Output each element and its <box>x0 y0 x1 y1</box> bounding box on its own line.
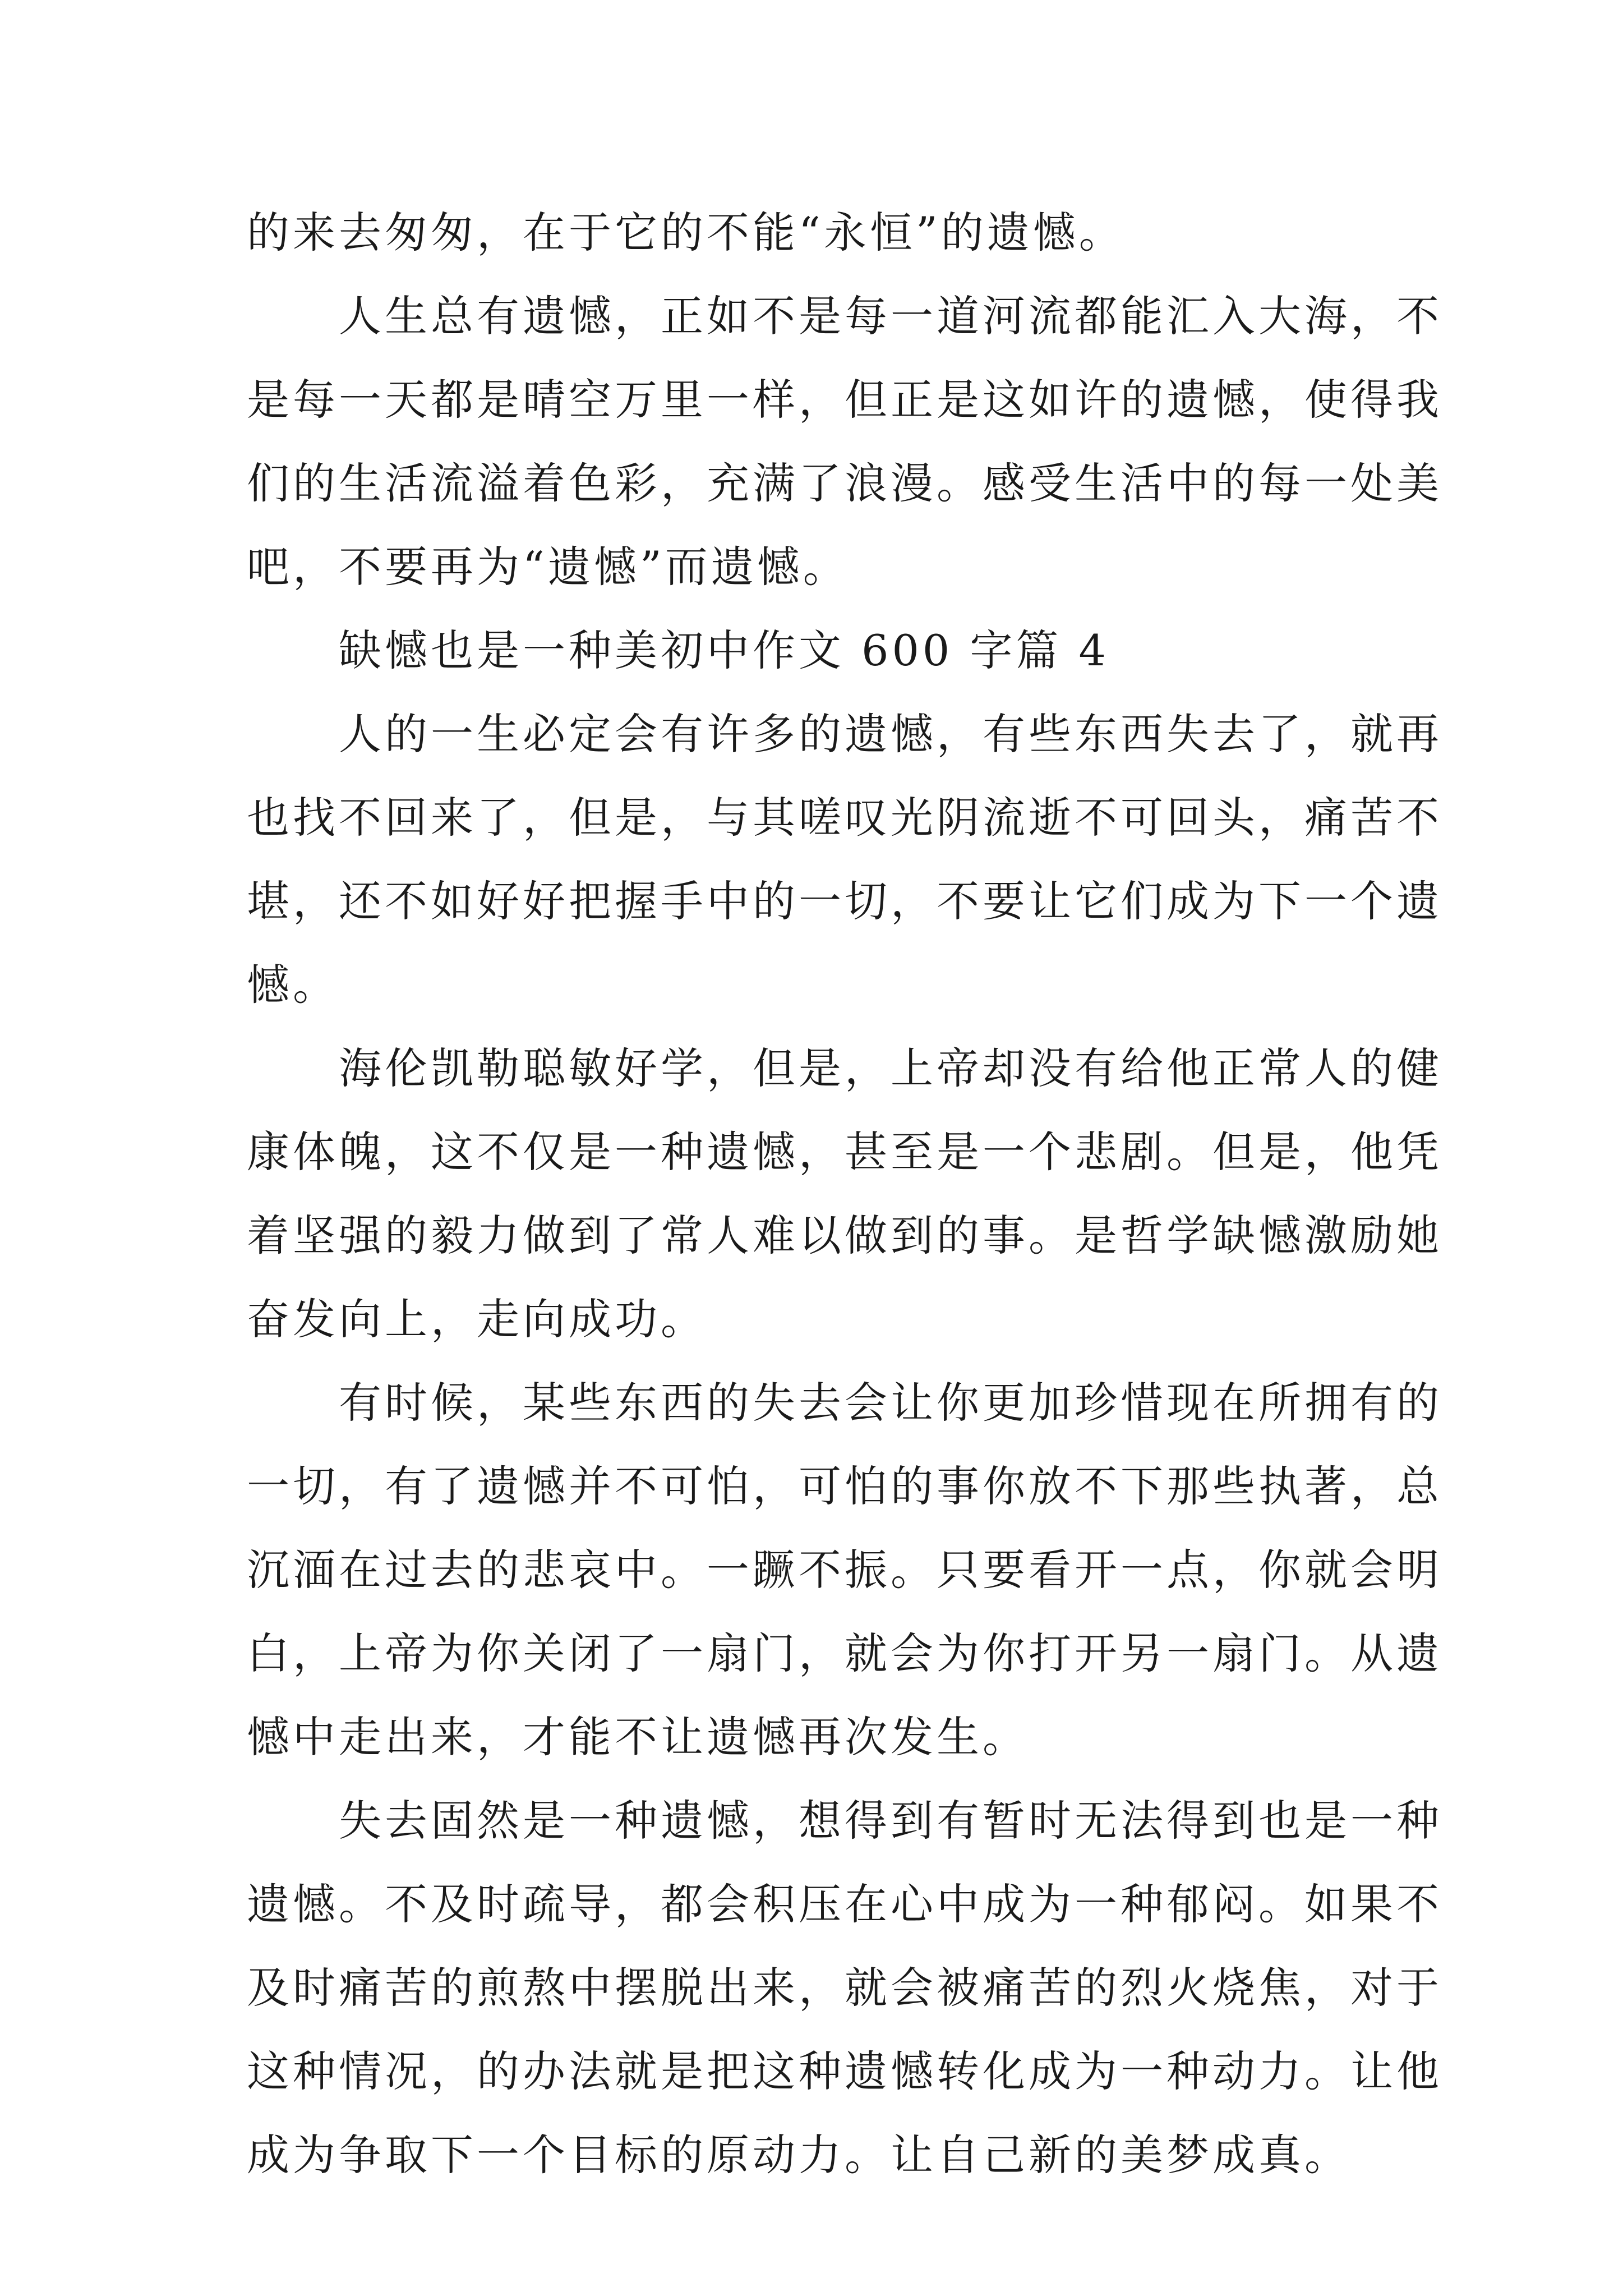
paragraph-first-line: 缺憾也是一种美初中作文 600 字篇 4 <box>339 625 1109 675</box>
text-line: 堪，还不如好好把握手中的一切，不要让它们成为下一个遗 <box>247 876 1442 926</box>
text-line: 一切，有了遗憾并不可怕，可怕的事你放不下那些执著，总 <box>247 1461 1442 1511</box>
text-line: 憾中走出来，才能不让遗憾再次发生。 <box>247 1712 1029 1762</box>
text-line: 们的生活流溢着色彩，充满了浪漫。感受生活中的每一处美 <box>247 458 1442 508</box>
text-line: 康体魄，这不仅是一种遗憾，甚至是一个悲剧。但是，他凭 <box>247 1127 1442 1177</box>
paragraph-first-line: 海伦凯勒聪敏好学，但是，上帝却没有给他正常人的健 <box>339 1043 1442 1093</box>
text-line: 着坚强的毅力做到了常人难以做到的事。是哲学缺憾激励她 <box>247 1211 1442 1260</box>
text-line: 遗憾。不及时疏导，都会积压在心中成为一种郁闷。如果不 <box>247 1879 1442 1929</box>
document-body <box>247 191 1442 2197</box>
paragraph-first-line: 人的一生必定会有许多的遗憾，有些东西失去了，就再 <box>339 709 1442 759</box>
text-line: 憾。 <box>247 960 339 1010</box>
text-line: 吧，不要再为“遗憾”而遗憾。 <box>247 542 849 592</box>
text-line: 奋发向上，走向成功。 <box>247 1294 707 1344</box>
text-line: 也找不回来了，但是，与其嗟叹光阴流逝不可回头，痛苦不 <box>247 793 1442 843</box>
text-line: 白，上帝为你关闭了一扇门，就会为你打开另一扇门。从遗 <box>247 1628 1442 1678</box>
text-line: 及时痛苦的煎熬中摆脱出来，就会被痛苦的烈火烧焦，对于 <box>247 1963 1442 2013</box>
text-line: 成为争取下一个目标的原动力。让自己新的美梦成真。 <box>247 2130 1350 2180</box>
paragraph-first-line: 有时候，某些东西的失去会让你更加珍惜现在所拥有的 <box>339 1378 1442 1428</box>
text-line: 这种情况，的办法就是把这种遗憾转化成为一种动力。让他 <box>247 2046 1442 2096</box>
text-line: 的来去匆匆，在于它的不能“永恒”的遗憾。 <box>247 208 1125 257</box>
paragraph-first-line: 人生总有遗憾，正如不是每一道河流都能汇入大海，不 <box>339 291 1442 341</box>
paragraph-first-line: 失去固然是一种遗憾，想得到有暂时无法得到也是一种 <box>339 1796 1442 1846</box>
text-line: 是每一天都是晴空万里一样，但正是这如许的遗憾，使得我 <box>247 375 1442 425</box>
text-line: 沉湎在过去的悲哀中。一蹶不振。只要看开一点，你就会明 <box>247 1545 1442 1595</box>
